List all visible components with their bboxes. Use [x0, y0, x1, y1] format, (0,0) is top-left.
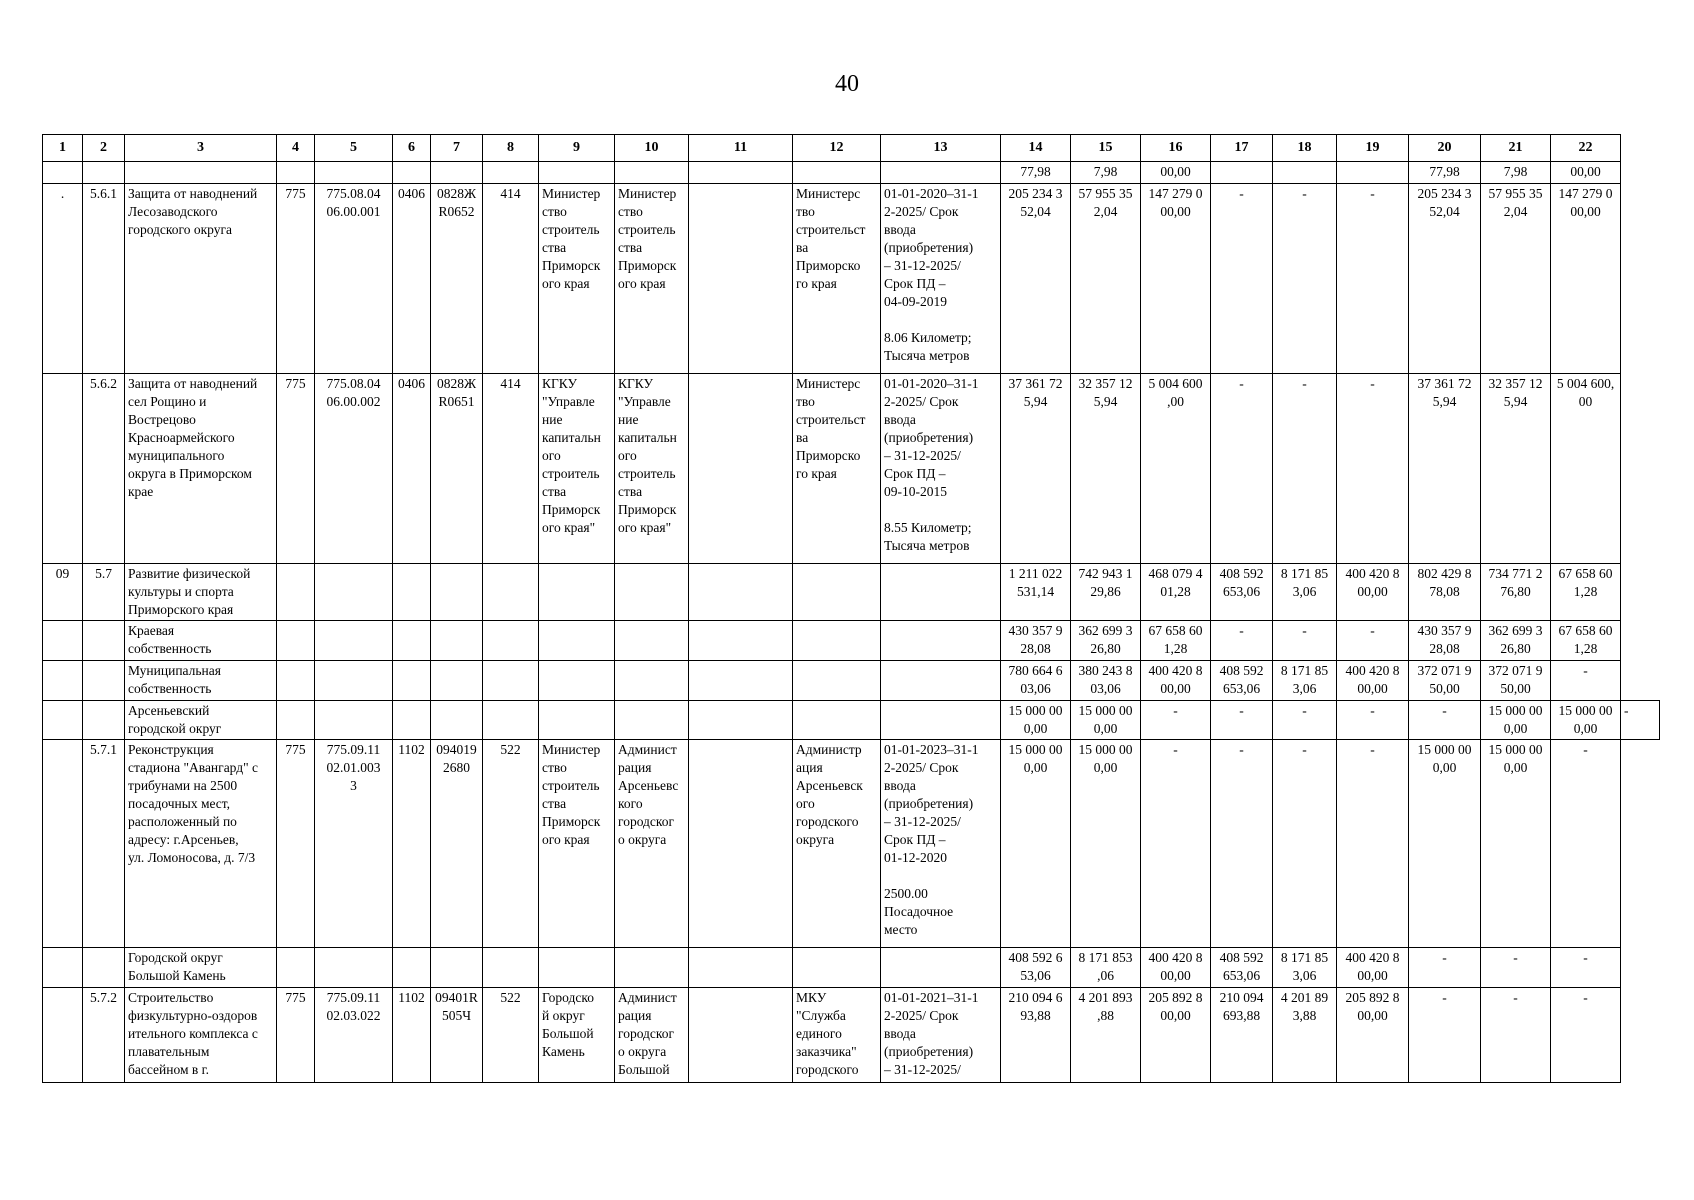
table-cell: 4 201 89 3,88	[1273, 988, 1337, 1083]
table-cell: 400 420 8 00,00	[1141, 948, 1211, 988]
table-cell: 147 279 0 00,00	[1141, 184, 1211, 374]
table-row	[43, 621, 1660, 661]
table-cell	[881, 564, 1001, 621]
table-cell	[43, 948, 83, 988]
table-cell	[483, 661, 539, 701]
table-row	[43, 162, 1660, 184]
table-cell: Админист рация Арсеньевс кого городског о округа	[615, 740, 689, 948]
table-cell: 77,98	[1409, 162, 1481, 184]
table-cell: 430 357 9 28,08	[1001, 621, 1071, 661]
table-cell	[539, 621, 615, 661]
table-cell	[43, 162, 83, 184]
table-cell: Городско й округ Большой Камень	[539, 988, 615, 1083]
table-cell	[431, 948, 483, 988]
table-cell: 430 357 9 28,08	[1409, 621, 1481, 661]
header-cell: 14	[1001, 135, 1071, 162]
table-cell: 8 171 853 ,06	[1071, 948, 1141, 988]
table-cell: 372 071 9 50,00	[1409, 661, 1481, 701]
table-cell: 775.08.04 06.00.002	[315, 374, 393, 564]
table-cell: 01-01-2020–31-1 2-2025/ Срок ввода (приобретения) – 31-12-2025/ Срок ПД – 04-09-2019 8.06 Километр; Тысяча метров	[881, 184, 1001, 374]
table-cell: 362 699 3 26,80	[1071, 621, 1141, 661]
table-cell: 468 079 4 01,28	[1141, 564, 1211, 621]
table-cell	[615, 948, 689, 988]
table-cell: 400 420 8 00,00	[1141, 661, 1211, 701]
table-cell: 5.7.1	[83, 740, 125, 948]
table-cell: -	[1551, 988, 1621, 1083]
table-row	[43, 701, 1660, 740]
table-cell: 775.09.11 02.03.022	[315, 988, 393, 1083]
table-cell	[393, 661, 431, 701]
header-cell: 19	[1337, 135, 1409, 162]
table-cell: 15 000 00 0,00	[1001, 701, 1071, 740]
table-cell	[431, 621, 483, 661]
table-cell: 5.7	[83, 564, 125, 621]
table-cell	[539, 661, 615, 701]
table-cell	[689, 621, 793, 661]
table-cell	[43, 661, 83, 701]
table-cell: Министер ство строитель ства Приморск ого края	[539, 740, 615, 948]
table-cell: 5 004 600 ,00	[1141, 374, 1211, 564]
table-cell: 0828Ж R0652	[431, 184, 483, 374]
table-cell: 01-01-2020–31-1 2-2025/ Срок ввода (приобретения) – 31-12-2025/ Срок ПД – 09-10-2015 8.55 Километр; Тысяча метров	[881, 374, 1001, 564]
header-cell: 6	[393, 135, 431, 162]
table-cell: -	[1273, 701, 1337, 740]
table-cell	[539, 564, 615, 621]
table-cell	[793, 701, 881, 740]
table-cell	[483, 948, 539, 988]
table-cell: 09401R 505Ч	[431, 988, 483, 1083]
table-cell	[793, 162, 881, 184]
table-cell: -	[1211, 740, 1273, 948]
header-cell: 13	[881, 135, 1001, 162]
table-cell: -	[1337, 184, 1409, 374]
table-cell	[483, 564, 539, 621]
table-cell	[43, 740, 83, 948]
table-cell: 1102	[393, 988, 431, 1083]
table-cell: 775	[277, 374, 315, 564]
header-cell: 16	[1141, 135, 1211, 162]
table-cell: 5.6.1	[83, 184, 125, 374]
table-cell: -	[1273, 374, 1337, 564]
table-cell: -	[1337, 740, 1409, 948]
table-cell	[43, 621, 83, 661]
table-cell: -	[1481, 948, 1551, 988]
header-cell: 22	[1551, 135, 1621, 162]
table-cell	[277, 701, 315, 740]
table-cell: 780 664 6 03,06	[1001, 661, 1071, 701]
table-cell: -	[1409, 988, 1481, 1083]
table-cell	[277, 661, 315, 701]
header-cell: 2	[83, 135, 125, 162]
table-cell: Арсеньевский городской округ	[125, 701, 277, 740]
table-cell: 32 357 12 5,94	[1071, 374, 1141, 564]
header-cell: 18	[1273, 135, 1337, 162]
table-cell: 775	[277, 988, 315, 1083]
table-cell	[315, 661, 393, 701]
table-row	[43, 374, 1660, 564]
table-row	[43, 564, 1660, 621]
header-cell: 10	[615, 135, 689, 162]
table-cell	[689, 701, 793, 740]
table-cell: 15 000 00 0,00	[1071, 740, 1141, 948]
header-cell: 12	[793, 135, 881, 162]
table-cell	[43, 374, 83, 564]
table-cell: 5.7.2	[83, 988, 125, 1083]
table-cell: 01-01-2021–31-1 2-2025/ Срок ввода (приобретения) – 31-12-2025/	[881, 988, 1001, 1083]
table-cell	[793, 621, 881, 661]
table-cell: 5.6.2	[83, 374, 125, 564]
table-cell: Реконструкция стадиона "Авангард" с трибунами на 2500 посадочных мест, расположенный по адресу: г.Арсеньев, ул. Ломоносова, д. 7/3	[125, 740, 277, 948]
table-cell	[315, 701, 393, 740]
header-cell: 17	[1211, 135, 1273, 162]
table-cell	[689, 374, 793, 564]
table-cell: 094019 2680	[431, 740, 483, 948]
table-cell	[793, 661, 881, 701]
table-cell: 0406	[393, 374, 431, 564]
table-cell: -	[1211, 184, 1273, 374]
table-cell	[615, 564, 689, 621]
table-cell: 15 000 00 0,00	[1551, 701, 1621, 740]
table-cell	[431, 162, 483, 184]
table-cell: -	[1273, 740, 1337, 948]
table-cell: 408 592 653,06	[1211, 564, 1273, 621]
table-cell	[881, 621, 1001, 661]
header-cell: 21	[1481, 135, 1551, 162]
table-cell: 57 955 35 2,04	[1071, 184, 1141, 374]
table-cell: Городской округ Большой Камень	[125, 948, 277, 988]
table-cell: 408 592 6 53,06	[1001, 948, 1071, 988]
table-cell	[393, 162, 431, 184]
table-row	[43, 948, 1660, 988]
table-cell	[83, 661, 125, 701]
table-cell: 00,00	[1551, 162, 1621, 184]
budget-table	[42, 134, 1660, 1083]
table-cell	[1211, 162, 1273, 184]
table-cell	[1337, 162, 1409, 184]
table-cell: 210 094 6 93,88	[1001, 988, 1071, 1083]
table-cell	[881, 162, 1001, 184]
table-cell: 0406	[393, 184, 431, 374]
table-cell: 67 658 60 1,28	[1141, 621, 1211, 661]
page-number: 40	[835, 71, 859, 97]
table-cell: 15 000 00 0,00	[1481, 701, 1551, 740]
table-cell	[83, 162, 125, 184]
table-cell: 362 699 3 26,80	[1481, 621, 1551, 661]
table-cell	[689, 162, 793, 184]
table-cell	[689, 184, 793, 374]
table-cell: 205 892 8 00,00	[1141, 988, 1211, 1083]
table-cell: -	[1551, 661, 1621, 701]
table-cell: 775	[277, 184, 315, 374]
table-cell: 775.08.04 06.00.001	[315, 184, 393, 374]
table-cell	[431, 564, 483, 621]
table-cell	[689, 740, 793, 948]
table-cell: -	[1273, 621, 1337, 661]
table-cell	[615, 661, 689, 701]
table-cell: 15 000 00 0,00	[1001, 740, 1071, 948]
table-cell: 414	[483, 374, 539, 564]
table-cell: 742 943 1 29,86	[1071, 564, 1141, 621]
table-cell: 5 004 600, 00	[1551, 374, 1621, 564]
table-cell	[315, 564, 393, 621]
table-cell	[125, 162, 277, 184]
table-cell: 67 658 60 1,28	[1551, 564, 1621, 621]
table-cell	[539, 701, 615, 740]
table-cell	[793, 564, 881, 621]
table-cell: 09	[43, 564, 83, 621]
header-cell: 9	[539, 135, 615, 162]
table-cell: -	[1621, 701, 1660, 740]
table-cell: -	[1551, 948, 1621, 988]
header-cell: 1	[43, 135, 83, 162]
table-cell: Администр ация Арсеньевск ого городского округа	[793, 740, 881, 948]
table-cell: 1102	[393, 740, 431, 948]
table-cell: 67 658 60 1,28	[1551, 621, 1621, 661]
table-cell: 802 429 8 78,08	[1409, 564, 1481, 621]
table-cell: Защита от наводнений сел Рощино и Вострецово Красноармейского муниципального округа в Приморском крае	[125, 374, 277, 564]
table-cell	[689, 988, 793, 1083]
table-cell	[615, 701, 689, 740]
table-cell	[277, 564, 315, 621]
table-cell: 8 171 85 3,06	[1273, 661, 1337, 701]
table-cell: 4 201 893 ,88	[1071, 988, 1141, 1083]
table-cell	[615, 621, 689, 661]
table-cell: -	[1337, 374, 1409, 564]
table-cell: 32 357 12 5,94	[1481, 374, 1551, 564]
table-cell	[393, 621, 431, 661]
table-cell: Строительство физкультурно-оздоров ительного комплекса с плавательным бассейном в г.	[125, 988, 277, 1083]
table-cell: Министер ство строитель ства Приморск ого края	[615, 184, 689, 374]
table-cell: 522	[483, 988, 539, 1083]
table-cell	[881, 948, 1001, 988]
table-cell: КГКУ "Управле ние капитальн ого строитель ства Приморск ого края"	[539, 374, 615, 564]
table-cell: -	[1337, 621, 1409, 661]
table-cell: Развитие физической культуры и спорта Приморского края	[125, 564, 277, 621]
table-cell	[393, 948, 431, 988]
table-cell: 522	[483, 740, 539, 948]
table-cell: Краевая собственность	[125, 621, 277, 661]
table-cell: 15 000 00 0,00	[1409, 740, 1481, 948]
header-row	[43, 135, 1660, 162]
table-cell: 400 420 8 00,00	[1337, 564, 1409, 621]
header-cell: 4	[277, 135, 315, 162]
table-cell: -	[1409, 701, 1481, 740]
table-cell: 147 279 0 00,00	[1551, 184, 1621, 374]
table-cell: 37 361 72 5,94	[1409, 374, 1481, 564]
table-cell: 408 592 653,06	[1211, 948, 1273, 988]
table-cell: 57 955 35 2,04	[1481, 184, 1551, 374]
table-row	[43, 661, 1660, 701]
table-cell	[431, 701, 483, 740]
table-cell: 8 171 85 3,06	[1273, 564, 1337, 621]
table-cell: 400 420 8 00,00	[1337, 948, 1409, 988]
table-cell: 205 892 8 00,00	[1337, 988, 1409, 1083]
table-cell	[881, 661, 1001, 701]
table-cell: 0828Ж R0651	[431, 374, 483, 564]
table-cell: Министер ство строитель ства Приморск ого края	[539, 184, 615, 374]
table-cell: 414	[483, 184, 539, 374]
table-cell: -	[1211, 701, 1273, 740]
table-cell: Министерс тво строительст ва Приморско го края	[793, 374, 881, 564]
table-cell	[393, 701, 431, 740]
table-cell: 8 171 85 3,06	[1273, 948, 1337, 988]
table-cell	[43, 701, 83, 740]
table-cell	[393, 564, 431, 621]
table-cell	[315, 162, 393, 184]
table-cell: 01-01-2023–31-1 2-2025/ Срок ввода (приобретения) – 31-12-2025/ Срок ПД – 01-12-2020 2500.00 Посадочное место	[881, 740, 1001, 948]
table-cell	[315, 621, 393, 661]
table-cell	[277, 162, 315, 184]
table-cell	[1273, 162, 1337, 184]
table-cell: -	[1337, 701, 1409, 740]
table-cell: 205 234 3 52,04	[1409, 184, 1481, 374]
table-cell	[615, 162, 689, 184]
table-cell: 15 000 00 0,00	[1481, 740, 1551, 948]
table-cell	[793, 948, 881, 988]
header-cell: 5	[315, 135, 393, 162]
table-cell: 77,98	[1001, 162, 1071, 184]
header-cell: 7	[431, 135, 483, 162]
table-cell: 15 000 00 0,00	[1071, 701, 1141, 740]
table-cell: 380 243 8 03,06	[1071, 661, 1141, 701]
table-cell	[483, 162, 539, 184]
table-cell	[83, 948, 125, 988]
table-cell	[315, 948, 393, 988]
table-cell: 210 094 693,88	[1211, 988, 1273, 1083]
table-cell	[483, 621, 539, 661]
table-cell	[431, 661, 483, 701]
table-cell	[483, 701, 539, 740]
table-cell	[539, 948, 615, 988]
table-cell	[689, 948, 793, 988]
table-cell: 7,98	[1481, 162, 1551, 184]
table-cell: 1 211 022 531,14	[1001, 564, 1071, 621]
table-cell: Защита от наводнений Лесозаводского городского округа	[125, 184, 277, 374]
table-cell: 775.09.11 02.01.003 3	[315, 740, 393, 948]
table-cell: -	[1211, 621, 1273, 661]
table-cell: .	[43, 184, 83, 374]
table-cell: -	[1551, 740, 1621, 948]
header-cell: 11	[689, 135, 793, 162]
table-cell: КГКУ "Управле ние капитальн ого строитель ства Приморск ого края"	[615, 374, 689, 564]
table-cell: Админист рация городског о округа Большой	[615, 988, 689, 1083]
table-row	[43, 988, 1660, 1083]
header-cell: 20	[1409, 135, 1481, 162]
table-cell: 408 592 653,06	[1211, 661, 1273, 701]
table-cell: -	[1409, 948, 1481, 988]
table-cell: 7,98	[1071, 162, 1141, 184]
table-row	[43, 184, 1660, 374]
table-cell: 400 420 8 00,00	[1337, 661, 1409, 701]
header-cell: 15	[1071, 135, 1141, 162]
table-cell	[689, 661, 793, 701]
table-cell: -	[1481, 988, 1551, 1083]
table-cell: МКУ "Служба единого заказчика" городского	[793, 988, 881, 1083]
table-cell: -	[1211, 374, 1273, 564]
table-row	[43, 740, 1660, 948]
table-cell	[83, 701, 125, 740]
table-cell: Министерс тво строительст ва Приморско го края	[793, 184, 881, 374]
table-cell: 37 361 72 5,94	[1001, 374, 1071, 564]
table-cell	[83, 621, 125, 661]
table-cell: 775	[277, 740, 315, 948]
table-cell	[689, 564, 793, 621]
table-cell	[881, 701, 1001, 740]
table-cell: 00,00	[1141, 162, 1211, 184]
table-cell	[43, 988, 83, 1083]
table-cell: -	[1141, 740, 1211, 948]
table-cell: 372 071 9 50,00	[1481, 661, 1551, 701]
table-cell	[277, 621, 315, 661]
table-cell: 734 771 2 76,80	[1481, 564, 1551, 621]
table-cell	[539, 162, 615, 184]
table-cell: Муниципальная собственность	[125, 661, 277, 701]
header-cell: 8	[483, 135, 539, 162]
header-cell: 3	[125, 135, 277, 162]
table-cell: 205 234 3 52,04	[1001, 184, 1071, 374]
table-cell	[277, 948, 315, 988]
table-cell: -	[1273, 184, 1337, 374]
table-cell: -	[1141, 701, 1211, 740]
